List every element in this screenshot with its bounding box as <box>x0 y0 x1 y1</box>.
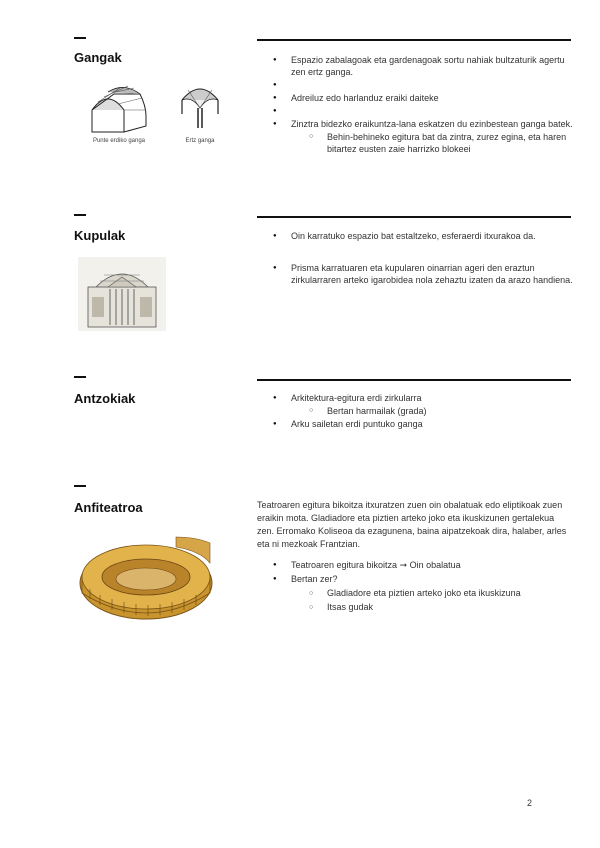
section-dash <box>74 485 86 487</box>
bullet-list <box>257 392 573 430</box>
image-caption: Punte erdiko ganga <box>92 138 146 144</box>
section-title: Antzokiak <box>74 391 136 406</box>
section-content <box>257 230 573 287</box>
punte-erdiko-ganga-image <box>84 80 154 135</box>
ertz-ganga-image <box>178 80 222 135</box>
section-dash <box>74 214 86 216</box>
list-item: ● Arku sailetan erdi puntuko ganga <box>257 418 573 430</box>
list-item: ● Adreiluz edo harlanduz eraiki daiteke <box>257 92 573 104</box>
sub-list-item: ○ Bertan harmailak (grada) <box>257 405 573 417</box>
sub-list-item: ○ Behin-behineko egitura bat da zintra, zurez egina, eta haren bitartez eusten zaie harrizko blokeei <box>257 131 573 155</box>
bullet-list <box>257 559 573 614</box>
section-rule <box>257 216 571 218</box>
list-item: ● Prisma karratuaren eta kupularen oinarrian ageri den eraztun zirkularraren arteko igarobidea nola zehaztu izaten da arazo handiena. <box>257 262 573 286</box>
list-item <box>257 79 573 91</box>
list-item <box>257 105 573 117</box>
koliseoa-image <box>76 533 216 623</box>
panteoia-image <box>78 257 166 331</box>
list-item: ● Arkitektura-egitura erdi zirkularra <box>257 392 573 404</box>
bullet-list <box>257 54 573 155</box>
section-dash <box>74 376 86 378</box>
section-content <box>257 54 573 156</box>
section-rule <box>257 39 571 41</box>
image-caption: Ertz ganga <box>185 138 215 144</box>
list-item: ● Espazio zabalagoak eta gardenagoak sortu nahiak bultzaturik agertu zen ertz ganga. <box>257 54 573 78</box>
section-title: Anfiteatroa <box>74 500 143 515</box>
list-item: ● Teatroaren egitura bikoitza ➞ Oin obalatua <box>257 559 573 572</box>
list-item: ● Oin karratuko espazio bat estaltzeko, esferaerdi itxurakoa da. <box>257 230 573 242</box>
list-item: ● Zinztra bidezko eraikuntza-lana eskatzen du ezinbestean ganga batek. <box>257 118 573 130</box>
section-content <box>257 499 573 615</box>
section-title: Kupulak <box>74 228 126 243</box>
page-number: 2 <box>527 798 533 808</box>
section-rule <box>257 379 571 381</box>
bullet-list <box>257 230 573 286</box>
sub-list-item: ○ Gladiadore eta piztien arteko joko eta ikuskizuna <box>257 587 573 600</box>
sub-list-item: ○ Itsas gudak <box>257 601 573 614</box>
list-item: ● Bertan zer? <box>257 573 573 586</box>
section-title: Gangak <box>74 50 122 65</box>
section-dash <box>74 37 86 39</box>
section-paragraph: Teatroaren egitura bikoitza itxuratzen zuen oin obalatuak edo eliptikoak zuen eraikin mota. Gladiadore eta piztien arteko joko eta ikuskizunen gertalekua zen. Erromako Koliseoa da ezagunena, baina aipatzekoak dira, halaber, arles eta ni mezkoak Frantzian. <box>257 500 567 549</box>
section-content <box>257 392 573 431</box>
